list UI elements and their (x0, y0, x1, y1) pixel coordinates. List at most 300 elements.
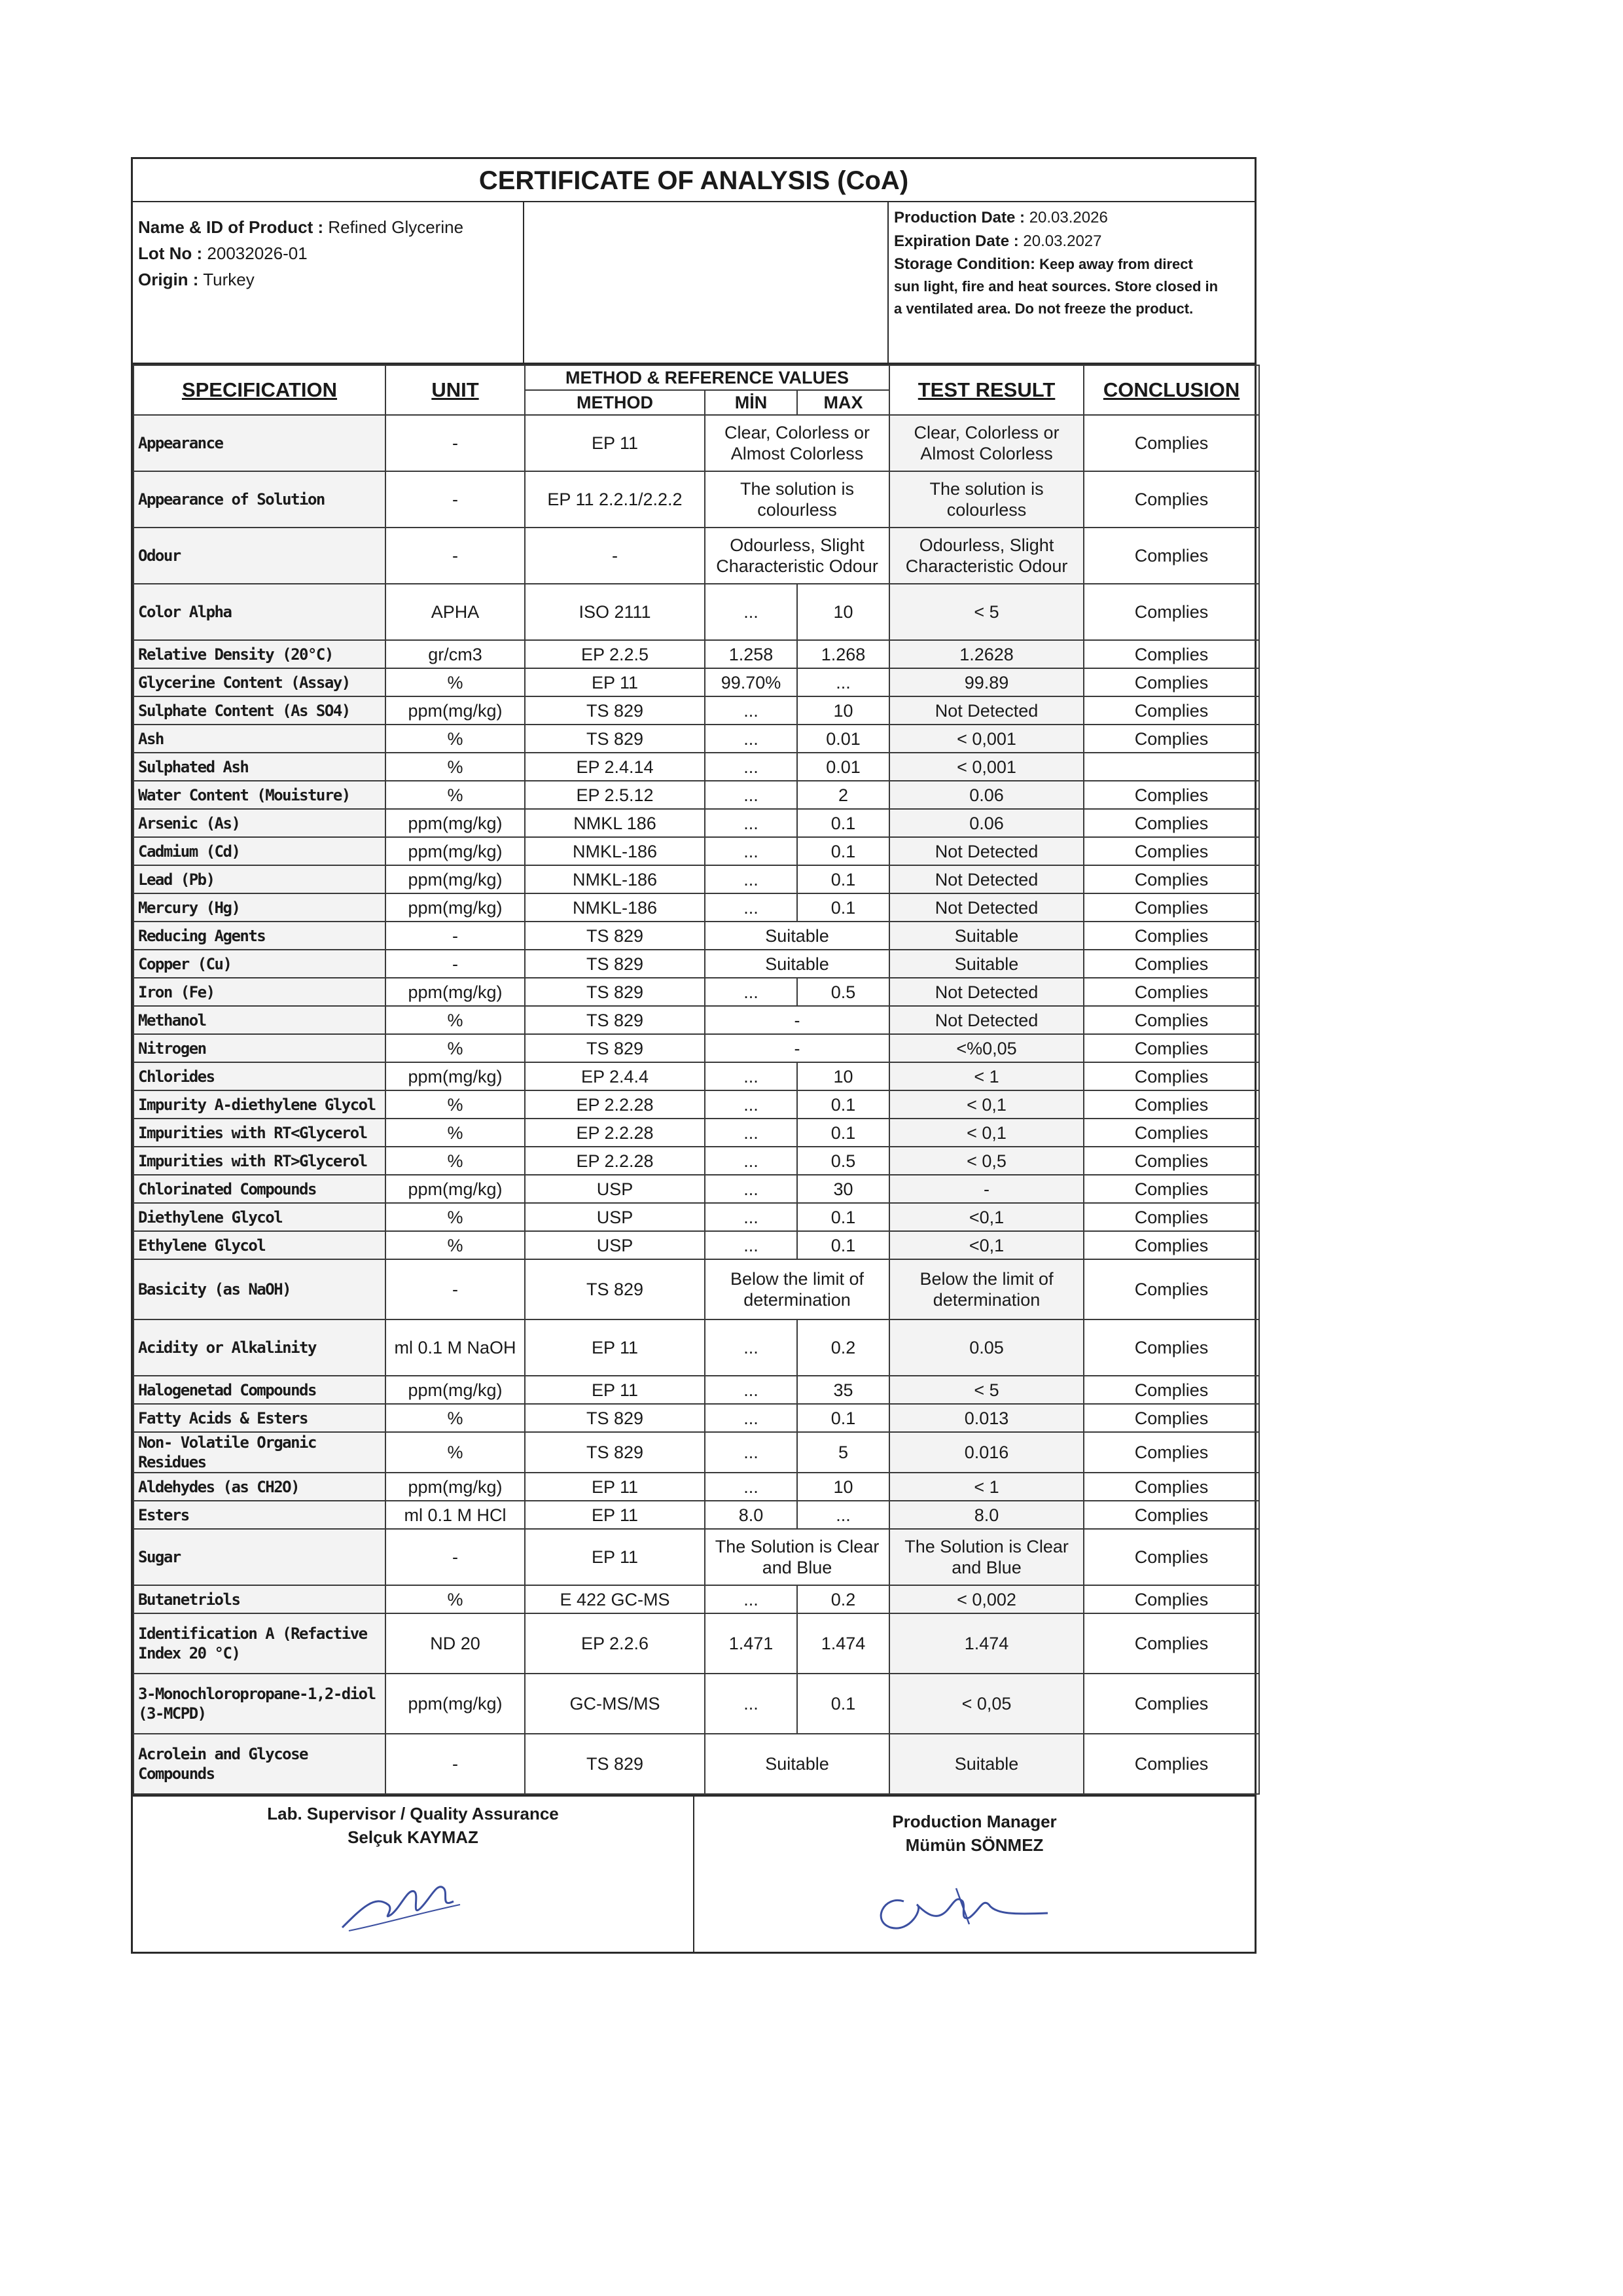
production-manager-title: Production Manager (892, 1812, 1057, 1831)
max-cell: 35 (797, 1376, 889, 1404)
table-row (134, 1119, 1259, 1147)
unit-cell: - (385, 1259, 525, 1319)
expiration-date-value: 20.03.2027 (1023, 232, 1102, 250)
min-cell: ... (705, 1404, 797, 1432)
unit-cell: % (385, 668, 525, 696)
conclusion-cell: Complies (1084, 1319, 1259, 1376)
max-cell: 0.1 (797, 893, 889, 922)
method-cell: EP 2.4.14 (525, 753, 705, 781)
max-cell: 1.474 (797, 1613, 889, 1674)
conclusion-cell: Complies (1084, 809, 1259, 837)
unit-cell: - (385, 950, 525, 978)
header-unit: UNIT (385, 365, 525, 415)
min-cell: ... (705, 1319, 797, 1376)
lot-value: 20032026-01 (207, 243, 308, 263)
method-cell: - (525, 528, 705, 584)
spec-name-cell: Fatty Acids & Esters (134, 1404, 385, 1432)
unit-cell: % (385, 1432, 525, 1473)
max-cell: ... (797, 668, 889, 696)
conclusion-cell: Complies (1084, 725, 1259, 753)
product-label: Name & ID of Product : (138, 217, 324, 237)
spec-name-cell: Impurities with RT>Glycerol (134, 1147, 385, 1175)
lab-supervisor-name: Selçuk KAYMAZ (348, 1827, 478, 1847)
method-cell: EP 11 2.2.1/2.2.2 (525, 471, 705, 528)
origin-label: Origin : (138, 270, 199, 289)
spec-name-cell: Butanetriols (134, 1585, 385, 1613)
table-row (134, 1147, 1259, 1175)
test-result-cell: Suitable (889, 1734, 1084, 1794)
conclusion-cell: Complies (1084, 1674, 1259, 1734)
spec-name-cell: Chlorinated Compounds (134, 1175, 385, 1203)
method-cell: EP 2.2.28 (525, 1119, 705, 1147)
spec-name-cell: Nitrogen (134, 1034, 385, 1062)
unit-cell: - (385, 528, 525, 584)
spec-name-cell: Diethylene Glycol (134, 1203, 385, 1231)
conclusion-cell: Complies (1084, 1734, 1259, 1794)
conclusion-cell: Complies (1084, 950, 1259, 978)
table-row (134, 668, 1259, 696)
method-cell: USP (525, 1231, 705, 1259)
max-cell: 0.5 (797, 978, 889, 1006)
table-row (134, 1432, 1259, 1473)
storage-value-1: Keep away from direct (1039, 256, 1193, 272)
reference-value-cell: The Solution is Clear and Blue (705, 1529, 889, 1585)
table-row (134, 809, 1259, 837)
spec-name-cell: Arsenic (As) (134, 809, 385, 837)
table-row (134, 584, 1259, 640)
product-value: Refined Glycerine (328, 217, 464, 237)
conclusion-cell: Complies (1084, 837, 1259, 865)
table-row (134, 696, 1259, 725)
max-cell: 0.1 (797, 1090, 889, 1119)
method-cell: NMKL 186 (525, 809, 705, 837)
test-result-cell: 0.05 (889, 1319, 1084, 1376)
max-cell: 10 (797, 1473, 889, 1501)
origin-value: Turkey (203, 270, 255, 289)
conclusion-cell: Complies (1084, 528, 1259, 584)
max-cell: 0.1 (797, 1231, 889, 1259)
spec-name-cell: 3-Monochloropropane-1,2-diol (3-MCPD) (134, 1674, 385, 1734)
method-cell: EP 11 (525, 1529, 705, 1585)
min-cell: ... (705, 753, 797, 781)
unit-cell: ppm(mg/kg) (385, 865, 525, 893)
unit-cell: % (385, 1006, 525, 1034)
table-row (134, 781, 1259, 809)
test-result-cell: <0,1 (889, 1231, 1084, 1259)
max-cell: 0.5 (797, 1147, 889, 1175)
max-cell: 0.2 (797, 1585, 889, 1613)
lot-line (138, 240, 518, 266)
product-info-left (133, 202, 524, 363)
table-row (134, 753, 1259, 781)
method-cell: EP 2.2.6 (525, 1613, 705, 1674)
min-cell: ... (705, 1231, 797, 1259)
conclusion-cell: Complies (1084, 1119, 1259, 1147)
spec-name-cell: Acidity or Alkalinity (134, 1319, 385, 1376)
table-row (134, 1034, 1259, 1062)
unit-cell: ppm(mg/kg) (385, 1175, 525, 1203)
conclusion-cell: Complies (1084, 922, 1259, 950)
test-result-cell: Not Detected (889, 893, 1084, 922)
min-cell: 1.471 (705, 1613, 797, 1674)
unit-cell: % (385, 725, 525, 753)
table-row (134, 922, 1259, 950)
method-cell: EP 2.2.28 (525, 1090, 705, 1119)
unit-cell: gr/cm3 (385, 640, 525, 668)
min-cell: ... (705, 837, 797, 865)
spec-name-cell: Appearance of Solution (134, 471, 385, 528)
min-cell: ... (705, 1147, 797, 1175)
table-row (134, 1734, 1259, 1794)
header-test-result: TEST RESULT (889, 365, 1084, 415)
spec-name-cell: Glycerine Content (Assay) (134, 668, 385, 696)
max-cell: 10 (797, 1062, 889, 1090)
unit-cell: ppm(mg/kg) (385, 893, 525, 922)
method-cell: TS 829 (525, 725, 705, 753)
test-result-cell: Suitable (889, 950, 1084, 978)
method-cell: NMKL-186 (525, 865, 705, 893)
method-cell: TS 829 (525, 978, 705, 1006)
conclusion-cell: Complies (1084, 1404, 1259, 1432)
storage-line-3: a ventilated area. Do not freeze the product. (894, 300, 1194, 317)
conclusion-cell: Complies (1084, 1034, 1259, 1062)
method-cell: USP (525, 1175, 705, 1203)
test-result-cell: < 0,001 (889, 753, 1084, 781)
min-cell: ... (705, 696, 797, 725)
conclusion-cell: Complies (1084, 415, 1259, 471)
spec-name-cell: Lead (Pb) (134, 865, 385, 893)
method-cell: TS 829 (525, 1034, 705, 1062)
unit-cell: % (385, 1404, 525, 1432)
storage-line-1 (894, 253, 1249, 276)
test-result-cell: Not Detected (889, 978, 1084, 1006)
method-cell: TS 829 (525, 950, 705, 978)
reference-value-cell: - (705, 1034, 889, 1062)
unit-cell: % (385, 1034, 525, 1062)
spec-name-cell: Identification A (Refactive Index 20 °C) (134, 1613, 385, 1674)
method-cell: EP 2.2.5 (525, 640, 705, 668)
certificate-document (131, 157, 1257, 1954)
method-cell: TS 829 (525, 696, 705, 725)
method-cell: EP 2.4.4 (525, 1062, 705, 1090)
table-row (134, 1062, 1259, 1090)
spec-name-cell: Iron (Fe) (134, 978, 385, 1006)
test-result-cell: < 0,5 (889, 1147, 1084, 1175)
table-row (134, 1259, 1259, 1319)
reference-value-cell: Odourless, Slight Characteristic Odour (705, 528, 889, 584)
unit-cell: - (385, 1734, 525, 1794)
test-result-cell: <%0,05 (889, 1034, 1084, 1062)
conclusion-cell: Complies (1084, 1175, 1259, 1203)
expiration-date-line (894, 230, 1249, 253)
spec-name-cell: Acrolein and Glycose Compounds (134, 1734, 385, 1794)
unit-cell: % (385, 1585, 525, 1613)
spec-name-cell: Appearance (134, 415, 385, 471)
production-manager-signature (865, 1875, 1061, 1941)
max-cell: 10 (797, 584, 889, 640)
conclusion-cell: Complies (1084, 978, 1259, 1006)
spec-name-cell: Esters (134, 1501, 385, 1529)
test-result-cell: 0.06 (889, 781, 1084, 809)
unit-cell: ppm(mg/kg) (385, 809, 525, 837)
production-date-value: 20.03.2026 (1029, 209, 1108, 226)
reference-value-cell: Below the limit of determination (705, 1259, 889, 1319)
table-row (134, 1404, 1259, 1432)
min-cell: ... (705, 1432, 797, 1473)
table-row (134, 893, 1259, 922)
method-cell: TS 829 (525, 1404, 705, 1432)
table-row (134, 837, 1259, 865)
min-cell: 8.0 (705, 1501, 797, 1529)
table-row (134, 978, 1259, 1006)
test-result-cell: 0.016 (889, 1432, 1084, 1473)
table-row (134, 1175, 1259, 1203)
reference-value-cell: The solution is colourless (705, 471, 889, 528)
test-result-cell: < 1 (889, 1473, 1084, 1501)
spec-name-cell: Sulphate Content (As SO4) (134, 696, 385, 725)
test-result-cell: Not Detected (889, 837, 1084, 865)
test-result-cell: Clear, Colorless or Almost Colorless (889, 415, 1084, 471)
lot-label: Lot No : (138, 243, 203, 263)
unit-cell: APHA (385, 584, 525, 640)
min-cell: ... (705, 584, 797, 640)
expiration-date-label: Expiration Date : (894, 232, 1019, 250)
unit-cell: ppm(mg/kg) (385, 1062, 525, 1090)
conclusion-cell: Complies (1084, 668, 1259, 696)
origin-line (138, 266, 518, 293)
max-cell: 30 (797, 1175, 889, 1203)
table-row (134, 865, 1259, 893)
conclusion-cell: Complies (1084, 1259, 1259, 1319)
unit-cell: - (385, 922, 525, 950)
max-cell: 0.1 (797, 809, 889, 837)
conclusion-cell (1084, 753, 1259, 781)
min-cell: ... (705, 1585, 797, 1613)
lab-supervisor-block (133, 1797, 693, 1952)
method-cell: TS 829 (525, 922, 705, 950)
spec-name-cell: Sugar (134, 1529, 385, 1585)
table-row (134, 1585, 1259, 1613)
unit-cell: ppm(mg/kg) (385, 1674, 525, 1734)
conclusion-cell: Complies (1084, 1062, 1259, 1090)
test-result-cell: 1.2628 (889, 640, 1084, 668)
method-cell: GC-MS/MS (525, 1674, 705, 1734)
spec-name-cell: Chlorides (134, 1062, 385, 1090)
reference-value-cell: Clear, Colorless or Almost Colorless (705, 415, 889, 471)
method-cell: USP (525, 1203, 705, 1231)
product-info-section (133, 202, 1255, 365)
min-cell: ... (705, 1376, 797, 1404)
conclusion-cell: Complies (1084, 1501, 1259, 1529)
test-result-cell: 0.013 (889, 1404, 1084, 1432)
min-cell: ... (705, 1674, 797, 1734)
spec-name-cell: Impurities with RT<Glycerol (134, 1119, 385, 1147)
conclusion-cell: Complies (1084, 1432, 1259, 1473)
conclusion-cell: Complies (1084, 584, 1259, 640)
spec-name-cell: Copper (Cu) (134, 950, 385, 978)
min-cell: ... (705, 781, 797, 809)
lab-supervisor-title: Lab. Supervisor / Quality Assurance (267, 1804, 559, 1823)
spec-name-cell: Odour (134, 528, 385, 584)
min-cell: 1.258 (705, 640, 797, 668)
table-row (134, 640, 1259, 668)
unit-cell: ml 0.1 M HCl (385, 1501, 525, 1529)
test-result-cell: Odourless, Slight Characteristic Odour (889, 528, 1084, 584)
table-row (134, 471, 1259, 528)
conclusion-cell: Complies (1084, 1376, 1259, 1404)
test-result-cell: Not Detected (889, 1006, 1084, 1034)
min-cell: ... (705, 809, 797, 837)
production-manager-name: Mümün SÖNMEZ (905, 1835, 1044, 1855)
conclusion-cell: Complies (1084, 1529, 1259, 1585)
conclusion-cell: Complies (1084, 865, 1259, 893)
signature-section (133, 1795, 1255, 1952)
min-cell: 99.70% (705, 668, 797, 696)
test-result-cell: < 0,05 (889, 1674, 1084, 1734)
unit-cell: % (385, 781, 525, 809)
table-row (134, 1203, 1259, 1231)
max-cell: 0.1 (797, 1203, 889, 1231)
unit-cell: % (385, 1147, 525, 1175)
spec-name-cell: Reducing Agents (134, 922, 385, 950)
test-result-cell: The solution is colourless (889, 471, 1084, 528)
conclusion-cell: Complies (1084, 1613, 1259, 1674)
conclusion-cell: Complies (1084, 640, 1259, 668)
test-result-cell: < 5 (889, 1376, 1084, 1404)
production-date-line (894, 206, 1249, 230)
max-cell: 0.01 (797, 725, 889, 753)
test-result-cell: < 0,002 (889, 1585, 1084, 1613)
test-result-cell: < 5 (889, 584, 1084, 640)
spec-name-cell: Mercury (Hg) (134, 893, 385, 922)
table-row (134, 528, 1259, 584)
test-result-cell: 99.89 (889, 668, 1084, 696)
test-result-cell: - (889, 1175, 1084, 1203)
conclusion-cell: Complies (1084, 1147, 1259, 1175)
max-cell: 0.01 (797, 753, 889, 781)
max-cell: 10 (797, 696, 889, 725)
conclusion-cell: Complies (1084, 1231, 1259, 1259)
header-conclusion: CONCLUSION (1084, 365, 1259, 415)
method-cell: EP 11 (525, 1501, 705, 1529)
table-row (134, 1473, 1259, 1501)
method-cell: ISO 2111 (525, 584, 705, 640)
table-row (134, 1529, 1259, 1585)
unit-cell: ml 0.1 M NaOH (385, 1319, 525, 1376)
product-info-blank (524, 202, 889, 363)
conclusion-cell: Complies (1084, 1006, 1259, 1034)
storage-label: Storage Condition: (894, 255, 1035, 273)
reference-value-cell: Suitable (705, 950, 889, 978)
test-result-cell: Suitable (889, 922, 1084, 950)
table-row (134, 950, 1259, 978)
reference-value-cell: - (705, 1006, 889, 1034)
table-row (134, 1319, 1259, 1376)
table-row (134, 725, 1259, 753)
header-min: MİN (705, 390, 797, 415)
specification-rows (134, 415, 1259, 1794)
reference-value-cell: Suitable (705, 922, 889, 950)
table-row (134, 1674, 1259, 1734)
table-row (134, 1006, 1259, 1034)
spec-name-cell: Basicity (as NaOH) (134, 1259, 385, 1319)
spec-name-cell: Color Alpha (134, 584, 385, 640)
unit-cell: % (385, 1090, 525, 1119)
spec-name-cell: Aldehydes (as CH2O) (134, 1473, 385, 1501)
max-cell: 5 (797, 1432, 889, 1473)
max-cell: 0.1 (797, 865, 889, 893)
table-row (134, 1376, 1259, 1404)
conclusion-cell: Complies (1084, 893, 1259, 922)
spec-name-cell: Water Content (Mouisture) (134, 781, 385, 809)
method-cell: EP 11 (525, 1473, 705, 1501)
test-result-cell: < 0,1 (889, 1119, 1084, 1147)
max-cell: 0.2 (797, 1319, 889, 1376)
unit-cell: ND 20 (385, 1613, 525, 1674)
max-cell: 1.268 (797, 640, 889, 668)
specification-table (133, 365, 1260, 1795)
unit-cell: ppm(mg/kg) (385, 978, 525, 1006)
header-max: MAX (797, 390, 889, 415)
unit-cell: - (385, 1529, 525, 1585)
max-cell: 0.1 (797, 1674, 889, 1734)
unit-cell: % (385, 1119, 525, 1147)
method-cell: EP 11 (525, 1319, 705, 1376)
test-result-cell: Not Detected (889, 696, 1084, 725)
unit-cell: ppm(mg/kg) (385, 1376, 525, 1404)
method-cell: NMKL-186 (525, 893, 705, 922)
lab-supervisor-signature (329, 1869, 467, 1941)
product-info-right (889, 202, 1255, 363)
test-result-cell: < 0,1 (889, 1090, 1084, 1119)
method-cell: TS 829 (525, 1259, 705, 1319)
test-result-cell: < 1 (889, 1062, 1084, 1090)
max-cell: 2 (797, 781, 889, 809)
spec-name-cell: Methanol (134, 1006, 385, 1034)
spec-name-cell: Impurity A-diethylene Glycol (134, 1090, 385, 1119)
method-cell: TS 829 (525, 1734, 705, 1794)
unit-cell: ppm(mg/kg) (385, 1473, 525, 1501)
spec-name-cell: Halogenetad Compounds (134, 1376, 385, 1404)
method-cell: EP 11 (525, 668, 705, 696)
conclusion-cell: Complies (1084, 471, 1259, 528)
test-result-cell: <0,1 (889, 1203, 1084, 1231)
method-cell: EP 11 (525, 1376, 705, 1404)
table-row (134, 1613, 1259, 1674)
conclusion-cell: Complies (1084, 1473, 1259, 1501)
method-cell: EP 11 (525, 415, 705, 471)
min-cell: ... (705, 1119, 797, 1147)
min-cell: ... (705, 1203, 797, 1231)
production-date-label: Production Date : (894, 209, 1026, 226)
test-result-cell: Not Detected (889, 865, 1084, 893)
method-cell: E 422 GC-MS (525, 1585, 705, 1613)
table-row (134, 1231, 1259, 1259)
max-cell: 0.1 (797, 1119, 889, 1147)
header-specification: SPECIFICATION (134, 365, 385, 415)
method-cell: NMKL-186 (525, 837, 705, 865)
production-manager-block (693, 1797, 1255, 1952)
conclusion-cell: Complies (1084, 1585, 1259, 1613)
test-result-cell: Below the limit of determination (889, 1259, 1084, 1319)
spec-name-cell: Ash (134, 725, 385, 753)
method-cell: EP 2.5.12 (525, 781, 705, 809)
test-result-cell: < 0,001 (889, 725, 1084, 753)
header-method: METHOD (525, 390, 705, 415)
method-cell: EP 2.2.28 (525, 1147, 705, 1175)
unit-cell: ppm(mg/kg) (385, 837, 525, 865)
min-cell: ... (705, 1473, 797, 1501)
